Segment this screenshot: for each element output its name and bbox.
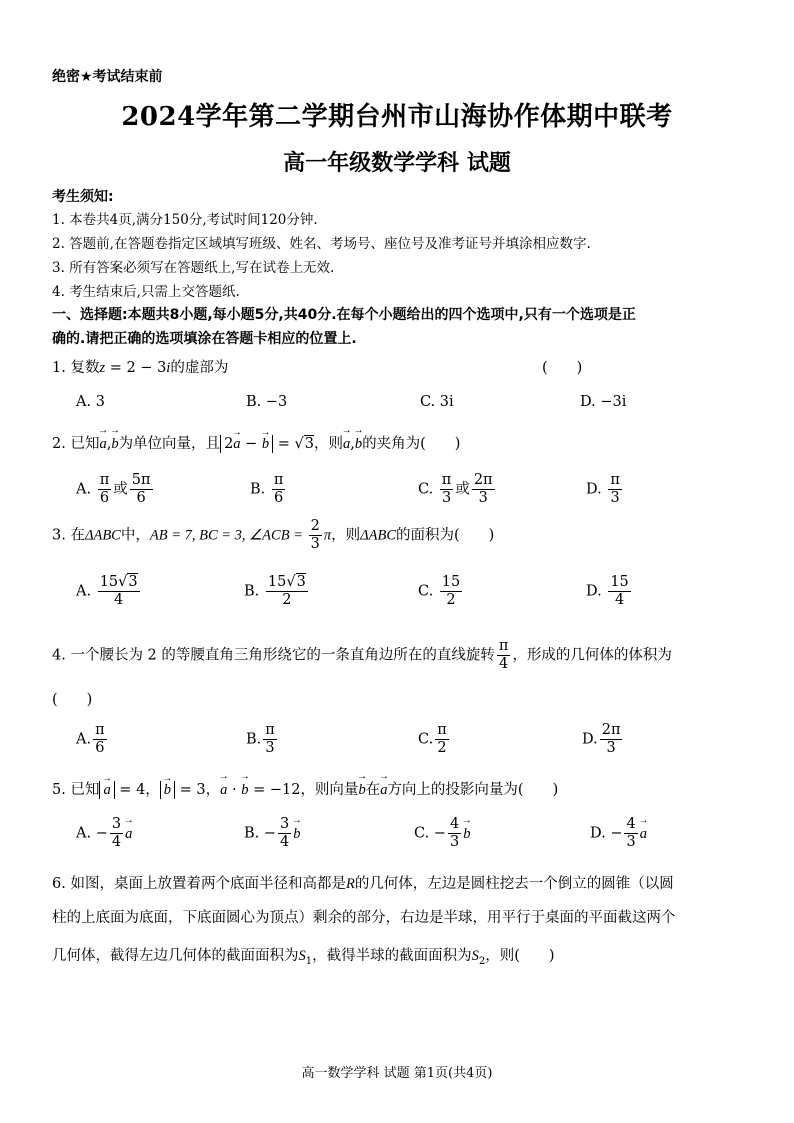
fraction — [440, 574, 462, 609]
minus-sign: − — [95, 825, 108, 842]
option-label: B. — [250, 481, 266, 498]
coefficient: 15 — [267, 574, 287, 590]
math-var: i — [166, 360, 171, 376]
fraction — [266, 574, 308, 609]
section-heading-cont: 确的.请把正确的选项填涂在答题卡相应的位置上. — [52, 331, 357, 347]
option-d: D. −3i — [580, 394, 627, 410]
fraction — [130, 472, 153, 507]
option-label: D. — [586, 583, 602, 600]
denominator: 4 — [111, 834, 122, 850]
abs-value — [99, 781, 114, 799]
option-label: A. — [76, 825, 92, 842]
question-text: 已知 — [70, 782, 100, 798]
denominator: 6 — [274, 490, 284, 506]
radicand: 3 — [296, 574, 306, 590]
question-text: ，截得半球的截面面积为 — [312, 948, 472, 964]
question-number: 2. — [52, 436, 66, 452]
vector-b: → b — [463, 826, 470, 843]
option-a — [76, 574, 142, 609]
fraction — [110, 816, 123, 851]
math-op: = — [273, 436, 295, 452]
coefficient: 15 — [99, 574, 119, 590]
numerator: 4 — [626, 816, 636, 832]
option-c: C. 3i — [420, 394, 454, 410]
numerator: π — [498, 638, 509, 654]
vector-a: → a — [640, 826, 647, 843]
option-label: B. — [246, 731, 262, 748]
fraction — [608, 574, 630, 609]
vector-a: → a — [233, 435, 240, 453]
fraction — [472, 472, 495, 507]
numerator: π — [95, 722, 105, 738]
question-number: 5. — [52, 782, 66, 798]
question-text: ，则 — [331, 527, 361, 544]
answer-paren: ( ) — [52, 692, 93, 708]
math-expr: AB = 7, BC = 3, ∠ACB = — [149, 527, 307, 544]
denominator: 3 — [265, 740, 275, 756]
numerator — [98, 574, 140, 592]
fraction — [497, 638, 511, 673]
numerator: 15 — [610, 574, 629, 590]
math-op: · — [227, 782, 242, 798]
question-5 — [52, 778, 558, 799]
question-text: 几何体，截得左边几何体的截面面积为 — [52, 948, 299, 964]
vector-b: → b — [355, 436, 362, 453]
vector-a: → a — [220, 782, 227, 799]
vector-b: → b — [262, 435, 269, 453]
question-text: 为单位向量，且 — [118, 436, 221, 452]
vector-a: → a — [99, 436, 106, 453]
question-text: 中， — [120, 527, 150, 544]
denominator: 2 — [446, 592, 456, 608]
math-var: z — [99, 360, 106, 376]
vector-a: → a — [343, 436, 350, 453]
question-4 — [52, 638, 672, 673]
confidential-label: 绝密★考试结束前 — [52, 69, 163, 85]
denominator: 3 — [449, 834, 460, 850]
question-3 — [52, 518, 494, 553]
question-text: 的夹角为( ) — [362, 436, 461, 452]
math-expr: = −12 — [248, 782, 301, 798]
vector-b: → b — [164, 781, 171, 799]
vector-b: → b — [111, 436, 118, 453]
denominator: 6 — [136, 490, 146, 506]
fraction — [600, 722, 623, 757]
minus-sign: − — [433, 825, 446, 842]
question-6 — [52, 872, 674, 893]
option-label: D. — [586, 481, 602, 498]
math-op: − — [240, 436, 262, 452]
denominator: 3 — [310, 536, 320, 552]
denominator: 4 — [499, 656, 509, 672]
option-label: B. — [244, 583, 260, 600]
denominator: 4 — [280, 834, 290, 850]
vector-b: → b — [358, 782, 365, 799]
math-var: R — [345, 876, 355, 892]
numerator: π — [273, 472, 284, 488]
vector-b: → b — [241, 782, 248, 799]
question-6-line2: 柱的上底面为底面，下底面圆心为顶点）剩余的部分，右边是半球，用平行于桌面的平面截这两个 — [52, 910, 676, 926]
denominator: 4 — [114, 592, 124, 608]
math-var: S — [298, 948, 306, 964]
fraction — [608, 472, 622, 507]
question-text: 如图，桌面上放置着两个底面半径和高都是 — [70, 876, 346, 892]
option-label: A. — [76, 481, 92, 498]
question-text: 复数 — [70, 360, 100, 376]
fraction — [278, 816, 291, 851]
option-d — [582, 722, 624, 757]
numerator: 3 — [111, 816, 122, 832]
question-text: ，形成的几何体的体积为 — [512, 647, 672, 664]
option-label: D. — [590, 825, 606, 842]
vector-a: → a — [380, 782, 387, 799]
option-label: C. — [414, 825, 430, 842]
triangle-symbol: ΔABC — [360, 527, 396, 544]
numerator: 5π — [131, 472, 151, 488]
note-item: 2. 答题前,在答题卷指定区域填写班级、姓名、考场号、座位号及准考证号并填涂相应数字. — [52, 236, 591, 252]
denominator: 2 — [437, 740, 447, 756]
radicand: 3 — [128, 574, 138, 590]
numerator: π — [437, 722, 447, 738]
fraction — [448, 816, 461, 851]
question-number: 3. — [52, 527, 66, 544]
question-number: 4. — [52, 647, 66, 664]
fraction — [98, 472, 112, 507]
option-label: D. — [582, 731, 598, 748]
fraction — [309, 518, 322, 553]
option-c — [418, 574, 464, 609]
note-item: 4. 考生结束后,只需上交答题纸. — [52, 284, 240, 300]
fraction — [272, 472, 286, 507]
page-footer: 高一数学学科 试题 第1页(共4页) — [301, 1066, 493, 1081]
vector-a: → a — [125, 826, 132, 843]
question-text: 一个腰长为 2 的等腰直角三角形绕它的一条直角边所在的直线旋转 — [70, 647, 495, 664]
question-text: 在 — [70, 527, 85, 544]
subscript: 1 — [305, 955, 313, 967]
option-a — [76, 722, 109, 757]
numerator: π — [99, 472, 110, 488]
question-text: 在 — [365, 782, 381, 798]
minus-sign: − — [610, 825, 623, 842]
denominator: 4 — [614, 592, 625, 608]
or-text: 或 — [455, 481, 470, 498]
exam-subtitle: 高一年级数学学科 试题 — [283, 150, 511, 176]
option-b — [244, 816, 301, 851]
sqrt: √3 — [118, 574, 138, 590]
math-expr: = 4， — [114, 782, 160, 798]
denominator: 3 — [610, 490, 620, 506]
answer-paren: ( ) — [542, 360, 583, 376]
fraction — [435, 722, 449, 757]
question-2: 2. 已知→ a,→ b为单位向量，且 2→ a − → b = √3，则→ a,→ b的夹角为( ) — [52, 432, 460, 453]
option-b — [244, 574, 310, 609]
vector-a: → a — [103, 781, 110, 799]
or-text: 或 — [113, 481, 128, 498]
option-d — [586, 574, 633, 609]
subscript: 2 — [478, 955, 486, 967]
option-c — [418, 472, 497, 507]
option-c — [414, 816, 470, 851]
question-text: 的面积为( ) — [396, 527, 495, 544]
numerator: π — [265, 722, 275, 738]
numerator: 3 — [280, 816, 290, 832]
fraction — [98, 574, 140, 609]
vector-b: → b — [293, 826, 300, 843]
sqrt: √3 — [286, 574, 306, 590]
note-item: 1. 本卷共4页,满分150分,考试时间120分钟. — [52, 212, 318, 228]
math-var: π — [323, 527, 332, 544]
numerator: 2 — [310, 518, 320, 534]
option-a: A. 3 — [76, 394, 105, 410]
numerator — [266, 574, 308, 592]
question-number: 6. — [52, 876, 66, 892]
option-b — [246, 722, 279, 757]
denominator: 6 — [95, 740, 105, 756]
option-b — [250, 472, 287, 507]
minus-sign: − — [263, 825, 277, 842]
question-text: 方向上的投影向量为( ) — [387, 782, 559, 798]
denominator: 2 — [282, 592, 292, 608]
abs-value — [220, 435, 273, 453]
sqrt: √3 — [294, 436, 315, 452]
option-a — [76, 816, 132, 851]
exam-title: 2024学年第二学期台州市山海协作体期中联考 — [121, 102, 673, 132]
question-text: 的虚部为 — [170, 360, 229, 376]
option-label: B. — [244, 825, 260, 842]
triangle-symbol: ΔABC — [84, 527, 121, 544]
fraction — [624, 816, 637, 851]
denominator: 6 — [99, 490, 110, 506]
option-label: A. — [76, 583, 92, 600]
question-text: 已知 — [70, 436, 100, 452]
option-c — [418, 722, 451, 757]
option-label: C. — [418, 481, 434, 498]
numerator: π — [610, 472, 620, 488]
option-label: C. — [418, 583, 434, 600]
question-1 — [52, 356, 228, 377]
question-text: ，则 — [314, 436, 344, 452]
option-label: C. — [418, 731, 434, 748]
option-d — [586, 472, 624, 507]
numerator: 2π — [601, 722, 621, 738]
question-text: ，则( ) — [485, 948, 555, 964]
denominator: 3 — [626, 834, 636, 850]
option-a — [76, 472, 155, 507]
question-text: ，则向量 — [300, 782, 359, 798]
option-d — [590, 816, 647, 851]
fraction — [440, 472, 454, 507]
math-expr: = 2 − 3 — [105, 360, 167, 376]
option-label: A. — [76, 731, 92, 748]
question-number: 1. — [52, 360, 66, 376]
abs-value — [160, 781, 175, 799]
notes-heading: 考生须知: — [52, 189, 114, 205]
numerator: 15 — [441, 574, 461, 590]
numerator: π — [441, 472, 452, 488]
numerator: 2π — [473, 472, 493, 488]
question-text: 的几何体，左边是圆柱挖去一个倒立的圆锥（以圆 — [354, 876, 674, 892]
math-expr: = 3， — [175, 782, 221, 798]
denominator: 3 — [478, 490, 488, 506]
math-num: 2 — [224, 436, 234, 452]
fraction — [263, 722, 277, 757]
math-var: S — [471, 948, 479, 964]
note-item: 3. 所有答案必须写在答题纸上,写在试卷上无效. — [52, 260, 335, 276]
fraction — [93, 722, 107, 757]
radicand: 3 — [304, 436, 315, 452]
denominator: 3 — [606, 740, 616, 756]
denominator: 3 — [441, 490, 452, 506]
section-heading: 一、选择题:本题共8小题,每小题5分,共40分.在每个小题给出的四个选项中,只有一个选项是正 — [52, 307, 636, 323]
numerator: 4 — [449, 816, 460, 832]
option-b: B. −3 — [246, 394, 288, 410]
question-6-line3 — [52, 944, 555, 967]
